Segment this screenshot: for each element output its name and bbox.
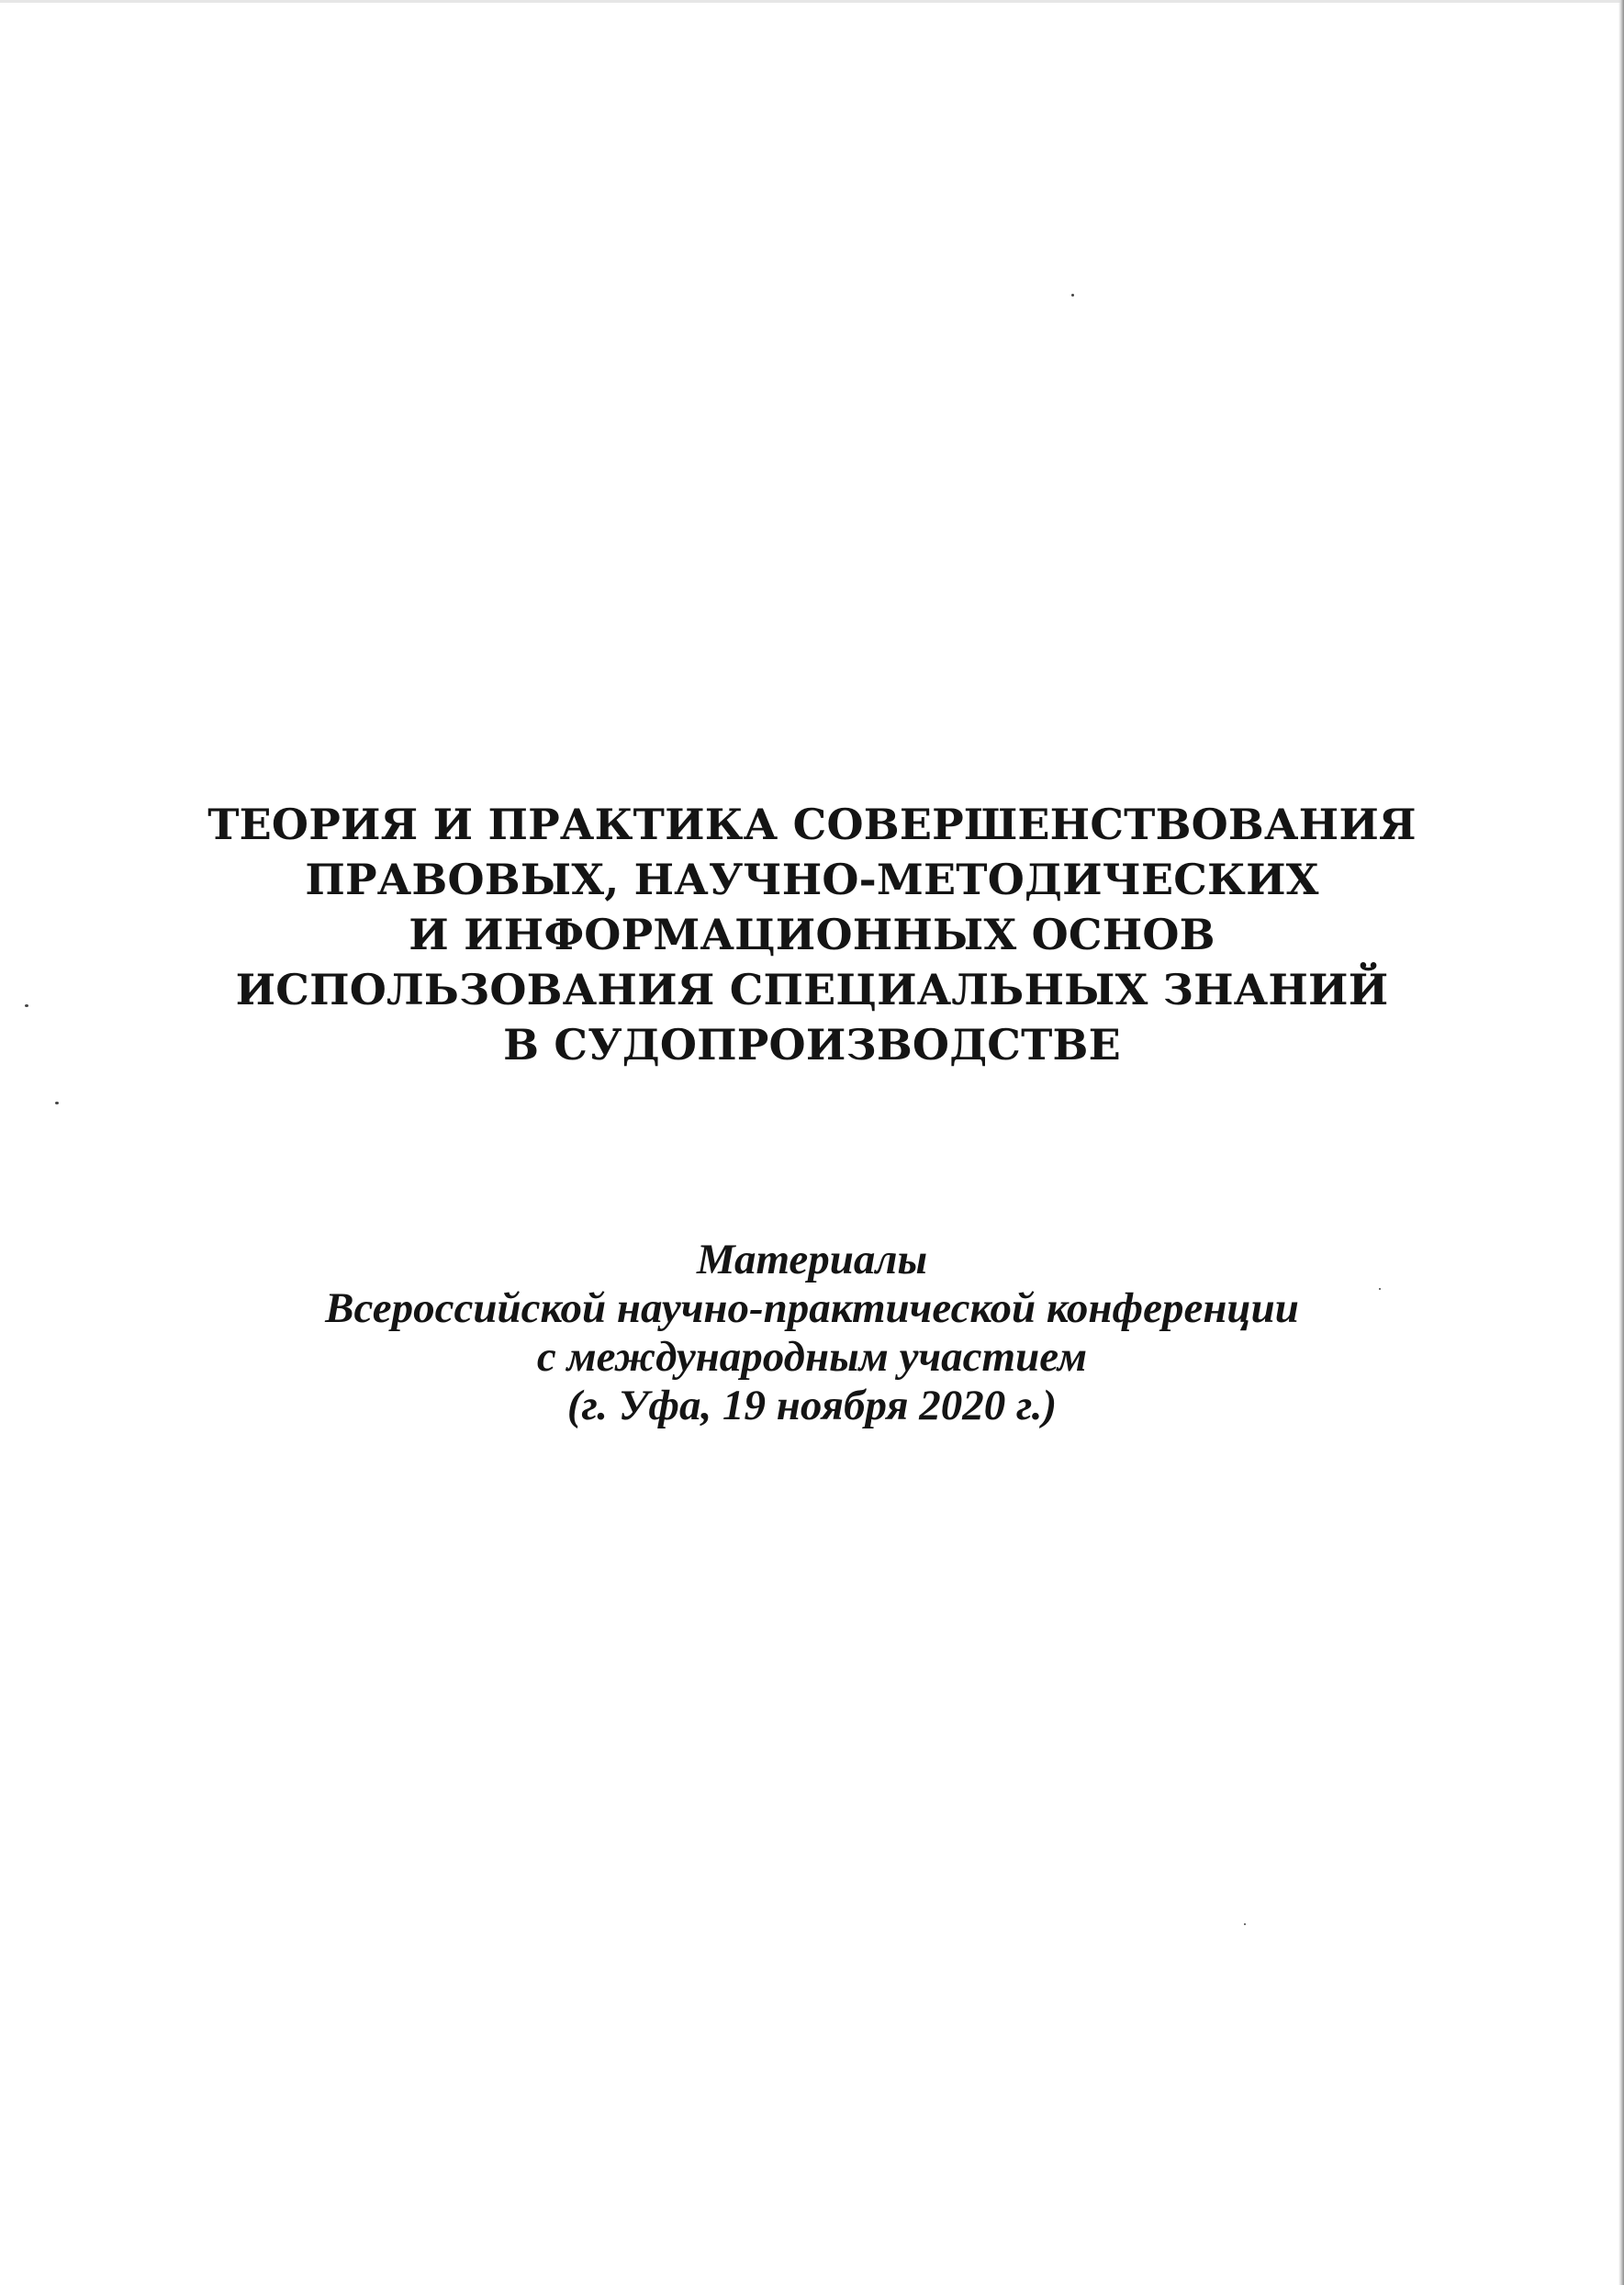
title-line: ПРАВОВЫХ, НАУЧНО-МЕТОДИЧЕСКИХ [305, 855, 1319, 904]
scan-speck [55, 1102, 59, 1104]
scan-right-edge [1618, 0, 1624, 2285]
subtitle-line: с международным участием [536, 1333, 1088, 1381]
title-line: ТЕОРИЯ И ПРАКТИКА СОВЕРШЕНСТВОВАНИЯ [207, 800, 1417, 849]
scan-speck [1244, 1923, 1246, 1925]
scan-speck [1071, 294, 1074, 297]
subtitle-line: Всероссийской научно-практической конференции [325, 1284, 1299, 1332]
document-subtitle [184, 1236, 1440, 1430]
document-title [184, 797, 1440, 1072]
title-line: И ИНФОРМАЦИОННЫХ ОСНОВ [409, 910, 1215, 959]
scan-top-edge [0, 0, 1624, 3]
title-line: В СУДОПРОИЗВОДСТВЕ [503, 1020, 1121, 1070]
scan-speck [25, 1004, 28, 1007]
subtitle-line: (г. Уфа, 19 ноября 2020 г.) [566, 1382, 1058, 1429]
subtitle-line: Материалы [696, 1236, 928, 1283]
title-line: ИСПОЛЬЗОВАНИЯ СПЕЦИАЛЬНЫХ ЗНАНИЙ [235, 965, 1389, 1014]
